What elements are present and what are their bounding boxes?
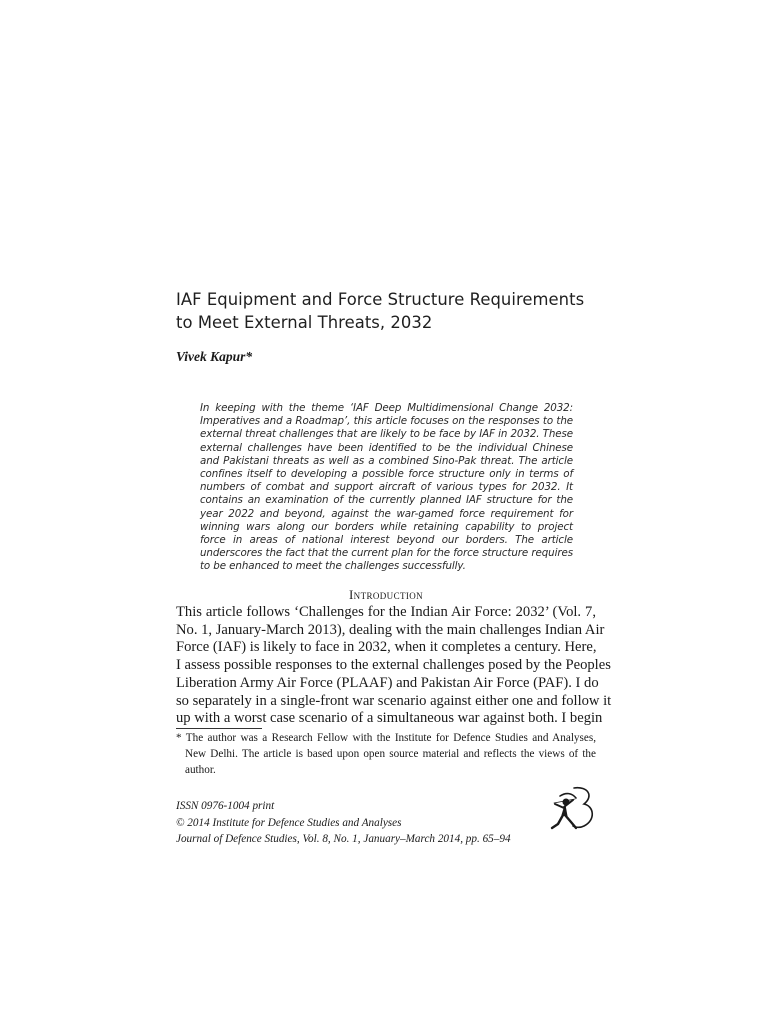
abstract-line: to be enhanced to meet the challenges successfully. bbox=[200, 560, 466, 573]
abstract-line: and Pakistani threats as well as a combined Sino-Pak threat. The article bbox=[200, 454, 573, 467]
idsa-archer-logo-icon bbox=[540, 782, 600, 842]
abstract bbox=[200, 402, 573, 574]
abstract-line: numbers of combat and support aircraft of various types for 2032. It bbox=[200, 481, 573, 494]
author-name: Vivek Kapur* bbox=[176, 349, 253, 364]
body-line: so separately in a single-front war scenario against either one and follow it bbox=[176, 692, 612, 709]
citation: Journal of Defence Studies, Vol. 8, No. 1, January–March 2014, pp. 65–94 bbox=[176, 833, 511, 846]
footnote-divider bbox=[176, 728, 262, 729]
body-line: up with a worst case scenario of a simultaneous war against both. I begin bbox=[176, 710, 603, 727]
footnote-line: New Delhi. The article is based upon open source material and reflects the views of the bbox=[185, 747, 596, 760]
article-title bbox=[176, 288, 606, 334]
copyright: © 2014 Institute for Defence Studies and Analyses bbox=[176, 816, 402, 829]
body-text bbox=[176, 604, 612, 728]
footnote-line: * The author was a Research Fellow with the Institute for Defence Studies and Analyses, bbox=[176, 732, 596, 744]
abstract-line: force in areas of national interest beyond our borders. The article bbox=[200, 534, 573, 547]
body-line: I assess possible responses to the external challenges posed by the Peoples bbox=[176, 657, 611, 674]
abstract-line: In keeping with the theme ‘IAF Deep Multidimensional Change 2032: bbox=[200, 402, 573, 414]
abstract-line: year 2022 and beyond, against the war-gamed force requirement for bbox=[200, 507, 573, 520]
abstract-line: winning wars along our borders while retaining capability to project bbox=[200, 520, 573, 533]
body-line: No. 1, January-March 2013), dealing with the main challenges Indian Air bbox=[176, 621, 605, 638]
body-line: Liberation Army Air Force (PLAAF) and Pakistan Air Force (PAF). I do bbox=[176, 674, 599, 691]
abstract-line: underscores the fact that the current plan for the force structure requires bbox=[200, 547, 573, 560]
journal-info bbox=[176, 798, 536, 848]
author-footnote bbox=[176, 731, 596, 778]
abstract-line: Imperatives and a Roadmap’, this article focuses on the responses to the bbox=[200, 415, 573, 428]
body-line: This article follows ‘Challenges for the Indian Air Force: 2032’ (Vol. 7, bbox=[176, 604, 596, 620]
section-heading-introduction: Introduction bbox=[348, 587, 424, 602]
title-line-1: IAF Equipment and Force Structure Requirements bbox=[176, 290, 585, 309]
abstract-line: external threat challenges that are likely to be face by IAF in 2032. These bbox=[200, 428, 573, 441]
body-line: Force (IAF) is likely to face in 2032, when it completes a century. Here, bbox=[176, 639, 597, 656]
abstract-line: contains an examination of the currently planned IAF structure for the bbox=[200, 494, 573, 507]
issn: ISSN 0976-1004 print bbox=[176, 800, 275, 812]
abstract-line: confines itself to developing a possible force structure only in terms of bbox=[200, 468, 573, 481]
title-line-2: to Meet External Threats, 2032 bbox=[176, 313, 433, 332]
abstract-line: external challenges have been identified to be the individual Chinese bbox=[200, 441, 573, 454]
footnote-line: author. bbox=[185, 763, 216, 776]
